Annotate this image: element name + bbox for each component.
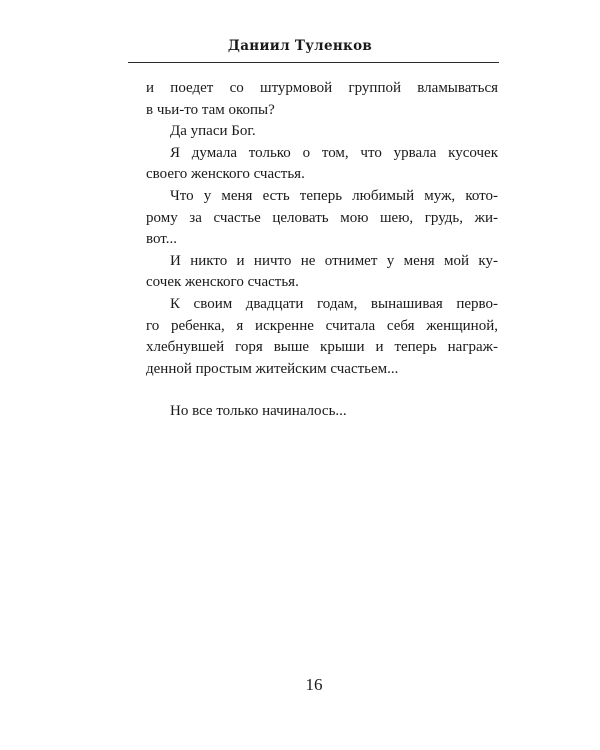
text-line: своего женского счастья.	[146, 166, 305, 183]
text-line: И никто и ничто не отнимет у меня мой ку-	[170, 252, 498, 269]
text-line: Да упаси Бог.	[170, 123, 256, 140]
text-line: и поедет со штурмовой группой вламываться	[146, 80, 498, 96]
body-text	[146, 78, 498, 423]
page-number: 16	[305, 675, 323, 694]
text-line: Но все только начиналось...	[170, 403, 347, 420]
text-line: К своим двадцати годам, вынашивая перво-	[170, 295, 498, 312]
paragraph-gap	[146, 380, 498, 401]
text-line: хлебнувшей горя выше крыши и теперь награж-	[146, 339, 498, 356]
running-head-author: Даниил Туленков	[227, 38, 373, 54]
text-line: вот...	[146, 231, 177, 248]
text-line: в чьи-то там окопы?	[146, 101, 275, 118]
text-line: го ребенка, я искренне считала себя женщиной,	[146, 317, 498, 334]
text-line: денной простым житейским счастьем...	[146, 360, 399, 377]
text-line: Я думала только о том, что урвала кусочек	[170, 144, 498, 161]
header-rule	[128, 62, 499, 63]
text-line: Что у меня есть теперь любимый муж, кото-	[170, 187, 498, 204]
text-line: сочек женского счастья.	[146, 274, 299, 291]
text-line: рому за счастье целовать мою шею, грудь, жи-	[146, 209, 498, 226]
